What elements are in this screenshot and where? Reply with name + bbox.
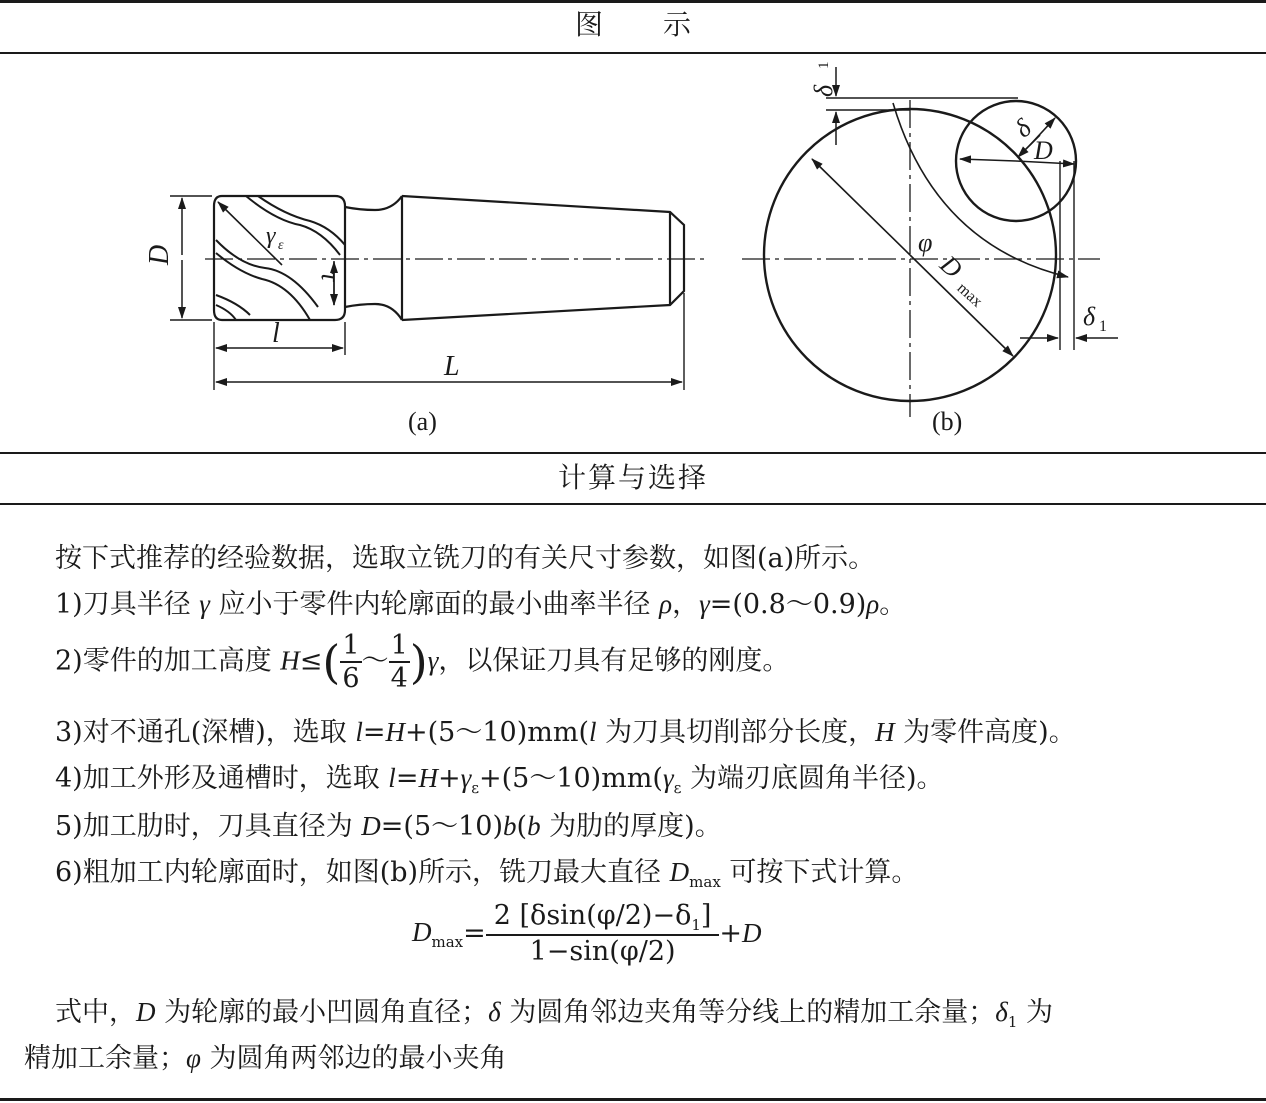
note-line-1: 式中，D 为轮廓的最小凹圆角直径；δ 为圆角邻边夹角等分线上的精加工余量；$\delta_1$ 为 [55,997,1053,1031]
item-5: 5)加工肋时，刀具直径为 D=(5～10)b(b 为肋的厚度)。 [55,811,722,842]
figure-diagrams [0,55,1266,450]
label-gamma: γ [266,223,276,249]
caption-a: (a) [408,407,437,436]
figure-bottom-rule [0,452,1266,454]
item-3: 3)对不通孔(深槽)，选取 l=H+(5～10)mm(l 为刀具切削部分长度，H 为零件高度)。 [55,717,1076,748]
label-delta1-top: δ [809,84,838,97]
item-1: 1)刀具半径 γ 应小于零件内轮廓面的最小曲率半径 ρ，γ=(0.8～0.9)ρ。 [55,589,907,620]
label-delta: δ [1008,113,1037,144]
dmax-formula: $D_{max}=$ $\frac{2 [\delta\sin(\varphi/2)-\delta_1]}{1-\sin(\varphi/2)}$ +D [412,900,762,967]
formula-fraction: $\frac{2 [\delta\sin(\varphi/2)-\delta_1]}{1-\sin(\varphi/2)}$ [486,900,720,967]
label-delta1-right-sub: 1 [1099,318,1107,335]
label-phi: φ [918,228,933,257]
note-line-2: 精加工余量；φ 为圆角两邻边的最小夹角 [24,1043,507,1074]
label-D-b: D [1034,136,1053,165]
top-rule [0,0,1266,3]
fraction-1-6: $\frac{1}{6}$ [342,630,360,694]
intro-line: 按下式推荐的经验数据，选取立铣刀的有关尺寸参数，如图(a)所示。 [55,543,876,574]
header-divider [0,52,1266,54]
label-Dmax: D [934,249,968,284]
calc-header-divider [0,503,1266,505]
label-tau: τ [316,272,345,282]
label-gamma-sub: ε [278,238,284,253]
item-6: 6)粗加工内轮廓面时，如图(b)所示，铣刀最大直径 $D_{max}$ 可按下式计算。 [55,857,919,891]
figure-section-title: 图示 [574,8,751,41]
fraction-1-4: $\frac{1}{4}$ [390,630,408,694]
label-delta1-top-sub: 1 [816,61,832,69]
diagram-a [170,196,705,390]
label-Dmax-sub: max [953,279,986,311]
item-2: 2)零件的加工高度 H≤( $\frac{1}{6}$ ～ $\frac{1}{4}$ )γ，以保证刀具有足够的刚度。 [55,630,790,694]
caption-b: (b) [932,407,963,436]
item-4: 4)加工外形及通槽时，选取 $l=H+\gamma_\varepsilon+(5\sim 10)mm(\gamma_\varepsilon$ 为端刃底圆角半径)。 [55,763,944,797]
label-L: L [444,351,460,382]
label-delta1-right: δ [1083,302,1096,331]
label-l: l [272,318,280,349]
bottom-rule [0,1098,1266,1101]
calc-section-title: 计算与选择 [557,461,708,494]
label-D-a: D [144,244,175,265]
